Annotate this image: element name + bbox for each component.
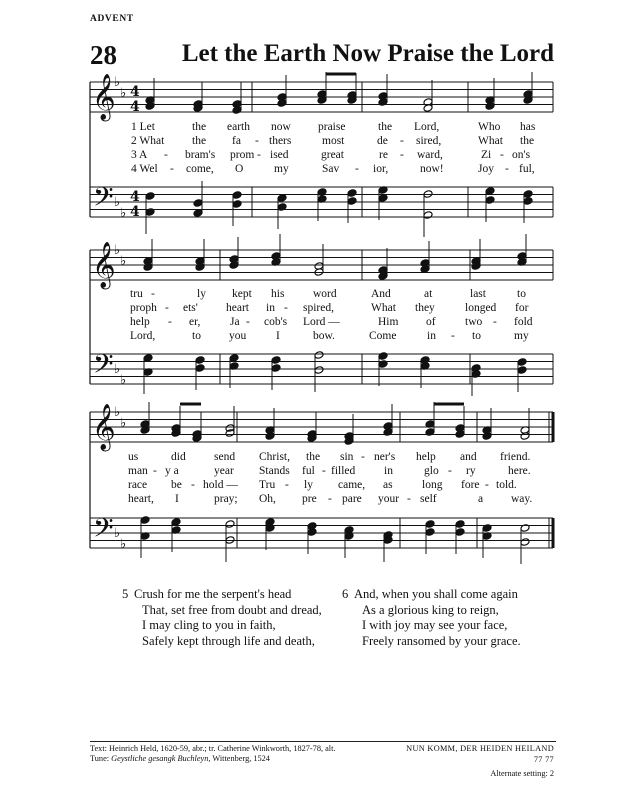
time-signature: 4 <box>130 204 140 220</box>
note-head <box>225 520 235 529</box>
stanza-line: That, set free from doubt and dread, <box>142 602 322 617</box>
treble-clef-icon: 𝄞 <box>92 242 116 288</box>
stanza-line: I with joy may see your face, <box>362 618 508 632</box>
treble-clef-icon: 𝄞 <box>92 404 116 450</box>
stanza-line: As a glorious king to reign, <box>362 602 499 617</box>
note-head <box>229 354 239 363</box>
note-head <box>423 104 433 113</box>
flat-icon: ♭ <box>114 362 121 377</box>
flat-icon: ♭ <box>120 254 127 269</box>
tune-name: NUN KOMM, DER HEIDEN HEILAND 77 77 <box>406 744 554 764</box>
stanza-5-number: 5 <box>122 587 129 601</box>
stanza-line: Freely ransomed by your grace. <box>362 633 521 648</box>
note-head <box>455 520 465 529</box>
note-head <box>195 356 205 365</box>
note-head <box>423 211 433 220</box>
note-head <box>271 356 281 365</box>
bass-clef-icon: 𝄢 <box>93 348 114 386</box>
note-head <box>378 352 388 361</box>
note-head <box>277 194 287 203</box>
note-head <box>145 102 155 111</box>
note-head <box>265 432 275 441</box>
flat-icon: ♭ <box>114 405 121 420</box>
flat-icon: ♭ <box>114 243 121 258</box>
stanza-line: Safely kept through life and death, <box>142 633 315 648</box>
hymn-title: Let the Earth Now Praise the Lord <box>181 40 554 67</box>
note-head <box>314 366 324 375</box>
time-signature: 4 <box>130 99 140 115</box>
bass-clef-icon: 𝄢 <box>93 181 114 219</box>
bass-clef-icon: 𝄢 <box>93 512 114 550</box>
note-head <box>425 520 435 529</box>
note-head <box>485 187 495 196</box>
stanza-line: Crush for me the serpent's head <box>134 587 292 601</box>
note-head <box>145 192 155 201</box>
note-head <box>347 189 357 198</box>
note-head <box>485 102 495 111</box>
note-head <box>482 432 492 441</box>
note-head <box>195 263 205 272</box>
treble-clef-icon: 𝄞 <box>92 74 116 120</box>
flat-icon: ♭ <box>114 195 121 210</box>
note-head <box>271 364 281 373</box>
note-head <box>195 364 205 373</box>
note-head <box>232 106 242 115</box>
note-head <box>523 197 533 206</box>
flat-icon: ♭ <box>120 373 127 388</box>
note-head <box>485 196 495 205</box>
stanza-line: And, when you shall come again <box>354 587 518 601</box>
note-head <box>307 528 317 537</box>
note-head <box>140 516 150 525</box>
note-head <box>520 538 530 547</box>
alternate-setting: Alternate setting: 2 <box>490 769 554 778</box>
note-head <box>455 430 465 439</box>
hymn-number: 28 <box>90 40 117 70</box>
flat-icon: ♭ <box>114 526 121 541</box>
note-head <box>277 99 287 108</box>
note-head <box>143 263 153 272</box>
note-head <box>193 199 203 208</box>
note-head <box>314 351 324 360</box>
time-signature: 4 <box>130 189 140 205</box>
meter: 77 77 <box>533 754 554 764</box>
section-label: ADVENT <box>90 14 134 24</box>
note-head <box>517 366 527 375</box>
note-head <box>143 354 153 363</box>
note-head <box>232 200 242 209</box>
note-head <box>455 528 465 537</box>
flat-icon: ♭ <box>120 416 127 431</box>
note-head <box>520 432 530 441</box>
flat-icon: ♭ <box>114 75 121 90</box>
note-head <box>378 194 388 203</box>
tune-credit: Tune: Geystliche gesangk Buchleyn, Wittenberg, 1524 <box>90 754 270 763</box>
note-head <box>517 358 527 367</box>
stanza-6-number: 6 <box>342 587 349 601</box>
note-head <box>378 272 388 281</box>
note-head <box>425 528 435 537</box>
note-head <box>229 261 239 270</box>
note-head <box>420 265 430 274</box>
flat-icon: ♭ <box>120 537 127 552</box>
footer-rule <box>90 741 556 742</box>
stanza-line: I may cling to you in faith, <box>142 618 276 632</box>
stanza-5 <box>122 587 322 649</box>
note-head <box>193 209 203 218</box>
note-head <box>347 197 357 206</box>
time-signature: 4 <box>130 84 140 100</box>
flat-icon: ♭ <box>120 206 127 221</box>
flat-icon: ♭ <box>120 86 127 101</box>
stanza-6 <box>342 587 521 649</box>
note-head <box>171 518 181 527</box>
note-head <box>523 190 533 199</box>
note-head <box>232 191 242 200</box>
text-credit: Text: Heinrich Held, 1620-59, abr.; tr. Catherine Winkworth, 1827-78, alt. <box>90 744 336 753</box>
